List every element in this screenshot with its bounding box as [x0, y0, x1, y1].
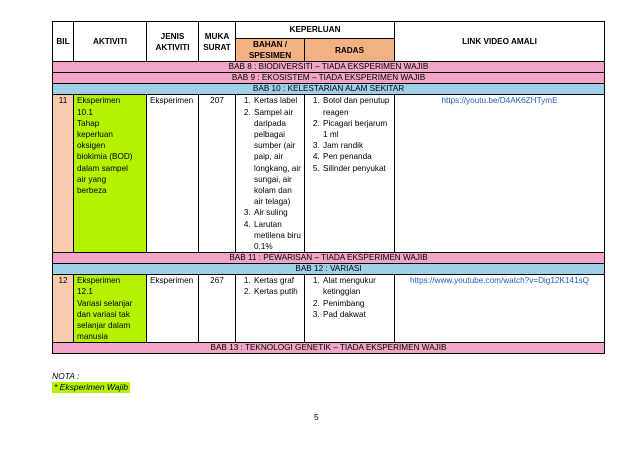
- list-item: 1. Kertas label: [253, 95, 301, 106]
- aktiviti-line: oksigen: [77, 141, 106, 151]
- table-row: [53, 275, 605, 343]
- list-item: 2. Penimbang: [322, 298, 391, 309]
- header-bahan-spesimen: BAHAN / SPESIMEN: [236, 39, 305, 62]
- row-bahan: [236, 95, 305, 253]
- aktiviti-line: Variasi selanjar: [77, 298, 133, 308]
- row-bahan: [236, 275, 305, 343]
- header-radas: RADAS: [305, 39, 395, 62]
- list-item: 4. Larutan metilena biru 0.1%: [253, 219, 301, 253]
- aktiviti-line: keperluan: [77, 130, 113, 140]
- aktiviti-line: dalam sampel: [77, 163, 128, 173]
- row-link-cell: [395, 275, 605, 343]
- row-aktiviti: [74, 95, 147, 253]
- list-item: 3. Pad dakwat: [322, 309, 391, 320]
- aktiviti-line: 12.1: [77, 287, 93, 297]
- list-item: 3. Air suling: [253, 207, 301, 218]
- row-jenis: Eksperimen: [147, 95, 199, 253]
- row-jenis: Eksperimen: [147, 275, 199, 343]
- row-bil: 11: [53, 95, 74, 253]
- legend-wajib: * Eksperimen Wajib: [54, 382, 129, 392]
- aktiviti-line: 10.1: [77, 107, 93, 117]
- list-item: 3. Jam randik: [322, 140, 391, 151]
- list-item: 2. Kertas putih: [253, 286, 301, 297]
- row-radas: [305, 95, 395, 253]
- row-aktiviti: [74, 275, 147, 343]
- list-item: 5. Silinder penyukat: [322, 163, 391, 174]
- section-bab8: BAB 8 : BIODIVERSITI – TIADA EKSPERIMEN WAJIB: [53, 62, 605, 73]
- page-number: 5: [314, 412, 319, 422]
- section-bab9: BAB 9 : EKOSISTEM – TIADA EKSPERIMEN WAJIB: [53, 73, 605, 84]
- table-row: [53, 95, 605, 253]
- header-bil: BIL: [53, 22, 74, 62]
- header-muka-surat: MUKA SURAT: [199, 22, 236, 62]
- aktiviti-line: manusia: [77, 332, 108, 342]
- list-item: 4. Pen penanda: [322, 151, 391, 162]
- list-item: 2. Picagari berjarum 1 ml: [322, 118, 391, 140]
- header-jenis-aktiviti: JENIS AKTIVITI: [147, 22, 199, 62]
- row-muka-surat: 267: [199, 275, 236, 343]
- aktiviti-line: Eksperimen: [77, 96, 121, 106]
- aktiviti-line: Tahap: [77, 118, 100, 128]
- section-bab10: BAB 10 : KELESTARIAN ALAM SEKITAR: [53, 84, 605, 95]
- aktiviti-line: Eksperimen: [77, 276, 121, 286]
- aktiviti-line: air yang: [77, 174, 107, 184]
- aktiviti-line: biokimia (BOD): [77, 152, 133, 162]
- header-keperluan: KEPERLUAN: [236, 22, 395, 39]
- section-bab13: BAB 13 : TEKNOLOGI GENETIK – TIADA EKSPERIMEN WAJIB: [53, 343, 605, 354]
- amali-table: [52, 21, 605, 354]
- list-item: 2. Sampel air daripada pelbagai sumber (air paip, air longkang, air sungai, air kolam dan air telaga): [253, 107, 301, 208]
- header-aktiviti: AKTIVITI: [74, 22, 147, 62]
- row-bil: 12: [53, 275, 74, 343]
- row-link-cell: [395, 95, 605, 253]
- nota-label: NOTA :: [52, 371, 80, 381]
- header-link-video: LINK VIDEO AMALI: [395, 22, 605, 62]
- section-bab11: BAB 11 : PEWARISAN – TIADA EKSPERIMEN WAJIB: [53, 253, 605, 264]
- aktiviti-line: berbeza: [77, 186, 107, 196]
- aktiviti-line: dan variasi tak: [77, 309, 130, 319]
- list-item: 1. Kertas graf: [253, 275, 301, 286]
- row-muka-surat: 207: [199, 95, 236, 253]
- aktiviti-line: selanjar dalam: [77, 321, 131, 331]
- row-radas: [305, 275, 395, 343]
- list-item: 1. Alat mengukur ketinggian: [322, 275, 391, 297]
- section-bab12: BAB 12 : VARIASI: [53, 264, 605, 275]
- video-link[interactable]: https://youtu.be/D4AK6ZHTymE: [441, 96, 558, 106]
- video-link[interactable]: https://www.youtube.com/watch?v=Dig12K141sQ: [409, 276, 590, 286]
- list-item: 1. Botol dan penutup reagen: [322, 95, 391, 117]
